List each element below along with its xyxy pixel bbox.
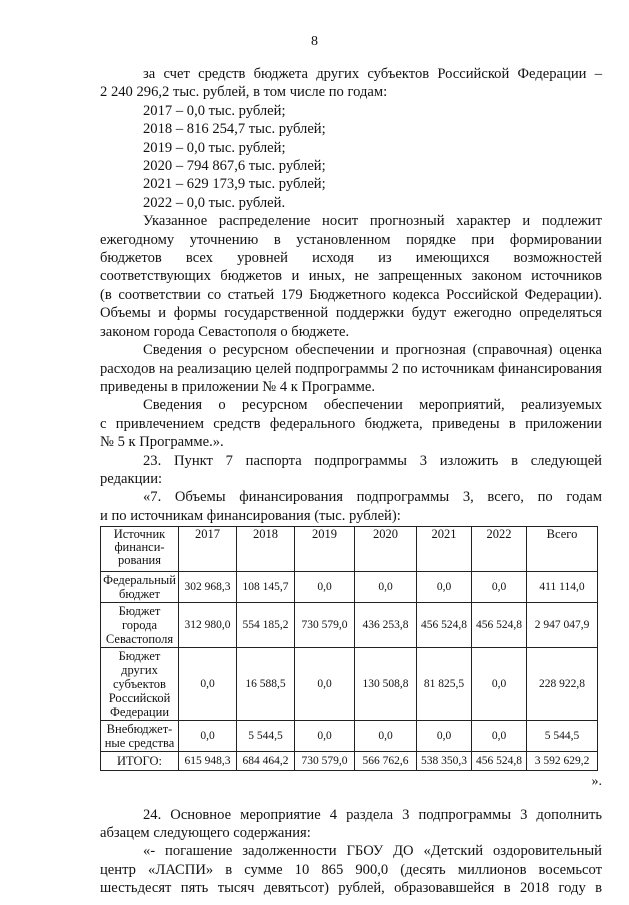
year-line: 2022 – 0,0 тыс. рублей. [143,194,286,211]
table-header-row [101,527,598,572]
text-line: «7. Объемы финансирования подпрограммы 3, всего, по годам [143,489,602,506]
text-line: бюджетов всех уровней исходя из имеющихся возможностей [100,250,602,267]
table-row [101,603,598,648]
table-cell: 0,0 [295,572,355,603]
text-line: за счет средств бюджета других субъектов Российской Федерации – [143,66,602,82]
table-header: 2018 [237,527,295,572]
financing-table [100,526,598,771]
text-line: и по источникам финансирования (тыс. рублей): [100,507,401,524]
text-line: 24. Основное мероприятие 4 раздела 3 подпрограммы 3 дополнить [143,806,602,823]
table-cell: 566 762,6 [355,752,417,771]
text-line: Сведения о ресурсном обеспечении и прогнозная (справочная) оценка [143,342,602,359]
table-cell: 0,0 [417,721,472,752]
table-cell: 0,0 [417,572,472,603]
table-cell: 302 968,3 [179,572,237,603]
table-cell: 554 185,2 [237,603,295,648]
text-line: 2 240 296,2 тыс. рублей, в том числе по годам: [100,84,388,101]
text-line: № 5 к Программе.». [100,434,224,451]
table-cell: 16 588,5 [237,648,295,721]
table-row [101,721,598,752]
table-cell: Федеральный бюджет [101,572,179,603]
text-line: соответствующих бюджетов и иных, не запрещенных законом источников [100,268,602,285]
table-cell: 0,0 [355,572,417,603]
table-header: 2017 [179,527,237,572]
table-row [101,572,598,603]
table-cell: 0,0 [472,721,527,752]
text-line: законом города Севастополя о бюджете. [100,323,350,340]
table-cell: 0,0 [472,572,527,603]
spacer [100,792,602,806]
table-cell: 456 524,8 [472,603,527,648]
table-cell: Внебюджет-ные средства [101,721,179,752]
table-cell: 0,0 [472,648,527,721]
table-header: 2020 [355,527,417,572]
text-line: абзацем следующего содержания: [100,824,311,841]
text-line: Объемы и формы государственной поддержки будут ежегодно определяться [100,305,602,322]
table-cell: 456 524,8 [417,603,472,648]
table-cell: 615 948,3 [179,752,237,771]
text-line: Указанное распределение носит прогнозный характер и подлежит [143,213,602,230]
table-cell: 312 980,0 [179,603,237,648]
table-cell: 684 464,2 [237,752,295,771]
table-cell: 108 145,7 [237,572,295,603]
table-header: 2021 [417,527,472,572]
table-cell: 730 579,0 [295,752,355,771]
table-cell: ИТОГО: [101,752,179,771]
text-line: «- погашение задолженности ГБОУ ДО «Детский оздоровительный [143,843,602,860]
table-row [101,648,598,721]
table-header: Всего [527,527,598,572]
year-line: 2018 – 816 254,7 тыс. рублей; [143,121,326,138]
text-line: расходов на реализацию целей подпрограммы 2 по источникам финансирования [100,360,602,377]
text-line: с привлечением средств федерального бюджета, приведены в приложении [100,415,602,432]
text-line: центр «ЛАСПИ» в сумме 10 865 900,0 (десять миллионов восемьсот [100,861,602,878]
page-content [100,65,602,898]
text-line: ежегодному уточнению в установленном порядке при формировании [100,231,602,248]
table-row-total [101,752,598,771]
closing-quote: ». [591,774,602,790]
table-cell: 436 253,8 [355,603,417,648]
text-line: (в соответствии со статьей 179 Бюджетного кодекса Российской Федерации). [100,286,602,303]
text-line: приведены в приложении № 4 к Программе. [100,378,376,395]
table-cell: Бюджет города Севастополя [101,603,179,648]
year-line: 2017 – 0,0 тыс. рублей; [143,102,286,119]
table-cell: 456 524,8 [472,752,527,771]
table-cell: 0,0 [295,648,355,721]
table-cell: 730 579,0 [295,603,355,648]
table-cell: 228 922,8 [527,648,598,721]
table-header: 2022 [472,527,527,572]
table-cell: 411 114,0 [527,572,598,603]
table-cell: 0,0 [179,648,237,721]
text-line: редакции: [100,470,163,487]
table-cell: 0,0 [355,721,417,752]
table-cell: 5 544,5 [237,721,295,752]
year-line: 2019 – 0,0 тыс. рублей; [143,139,286,156]
text-line: шестьдесят пять тысяч девятьсот) рублей, образовавшейся в 2018 году в [100,880,602,897]
table-cell: 0,0 [179,721,237,752]
table-cell: 5 544,5 [527,721,598,752]
table-cell: 2 947 047,9 [527,603,598,648]
year-line: 2021 – 629 173,9 тыс. рублей; [143,176,326,193]
table-cell: 81 825,5 [417,648,472,721]
table-header: Источник финанси-рования [101,527,179,572]
table-cell: 3 592 629,2 [527,752,598,771]
table-cell: Бюджет других субъектов Российской Федерации [101,648,179,721]
year-line: 2020 – 794 867,6 тыс. рублей; [143,158,326,175]
table-header: 2019 [295,527,355,572]
text-line: 23. Пункт 7 паспорта подпрограммы 3 изложить в следующей [143,452,602,469]
text-line: Сведения о ресурсном обеспечении мероприятий, реализуемых [143,397,602,414]
table-cell: 538 350,3 [417,752,472,771]
page-number: 8 [311,34,318,49]
table-cell: 0,0 [295,721,355,752]
table-cell: 130 508,8 [355,648,417,721]
